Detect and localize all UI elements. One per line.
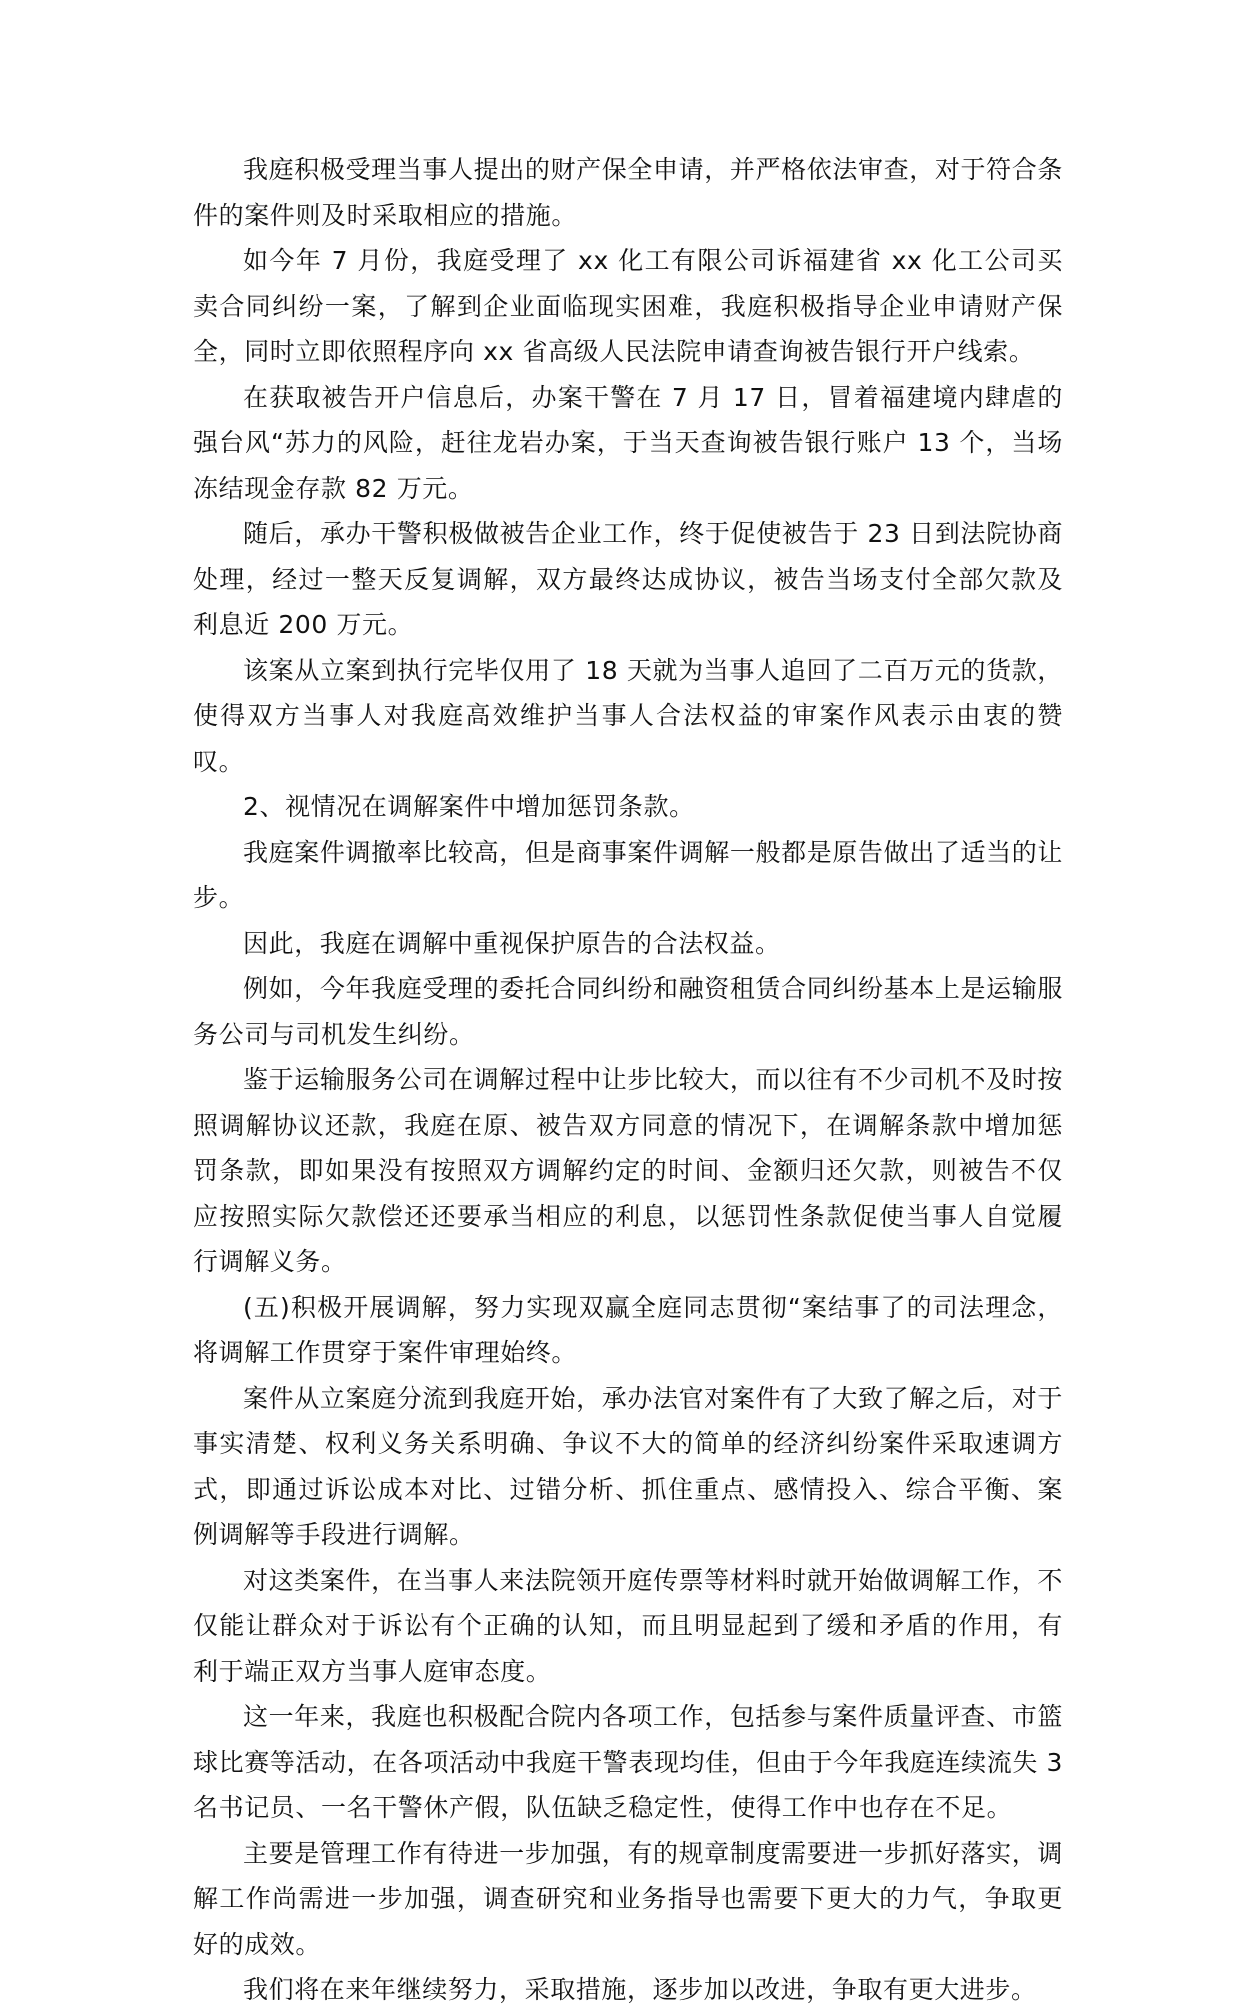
paragraph-3: 在获取被告开户信息后，办案干警在 7 月 17 日，冒着福建境内肆虐的强台风“苏力的风险，赶往龙岩办案，于当天查询被告银行账户 13 个，当场冻结现金存款 82 万元。 <box>193 382 1063 503</box>
paragraph-2: 如今年 7 月份，我庭受理了 xx 化工有限公司诉福建省 xx 化工公司买卖合同纠纷一案，了解到企业面临现实困难，我庭积极指导企业申请财产保全，同时立即依照程序向 xx 省高级人民法院申请查询被告银行开户线索。 <box>193 246 1063 366</box>
paragraph-16: 我们将在来年继续努力，采取措施，逐步加以改进，争取有更大进步。 <box>243 1975 1037 2004</box>
section-heading-2: 2、视情况在调解案件中增加惩罚条款。 <box>243 792 695 821</box>
paragraph-13: 对这类案件，在当事人来法院领开庭传票等材料时就开始做调解工作，不仅能让群众对于诉讼有个正确的认知，而且明显起到了缓和矛盾的作用，有利于端正双方当事人庭审态度。 <box>193 1565 1063 1686</box>
section-heading-5: (五)积极开展调解，努力实现双赢全庭同志贯彻“案结事了的司法理念，将调解工作贯穿于案件审理始终。 <box>193 1292 1063 1367</box>
paragraph-5: 该案从立案到执行完毕仅用了 18 天就为当事人追回了二百万元的货款，使得双方当事人对我庭高效维护当事人合法权益的审案作风表示由衷的赞叹。 <box>193 655 1063 776</box>
paragraph-10: 鉴于运输服务公司在调解过程中让步比较大，而以往有不少司机不及时按照调解协议还款，我庭在原、被告双方同意的情况下，在调解条款中增加惩罚条款，即如果没有按照双方调解约定的时间、金额归还欠款，则被告不仅应按照实际欠款偿还还要承当相应的利息，以惩罚性条款促使当事人自觉履行调解义务。 <box>193 1065 1063 1276</box>
paragraph-4: 随后，承办干警积极做被告企业工作，终于促使被告于 23 日到法院协商处理，经过一整天反复调解，双方最终达成协议，被告当场支付全部欠款及利息近 200 万元。 <box>193 519 1063 639</box>
paragraph-12: 案件从立案庭分流到我庭开始，承办法官对案件有了大致了解之后，对于事实清楚、权利义务关系明确、争议不大的简单的经济纠纷案件采取速调方式，即通过诉讼成本对比、过错分析、抓住重点、感情投入、综合平衡、案例调解等手段进行调解。 <box>193 1383 1063 1549</box>
paragraph-9: 例如，今年我庭受理的委托合同纠纷和融资租赁合同纠纷基本上是运输服务公司与司机发生纠纷。 <box>193 974 1063 1049</box>
document-body <box>193 147 1063 2013</box>
paragraph-1: 我庭积极受理当事人提出的财产保全申请，并严格依法审查，对于符合条件的案件则及时采取相应的措施。 <box>193 155 1063 230</box>
paragraph-14: 这一年来，我庭也积极配合院内各项工作，包括参与案件质量评查、市篮球比赛等活动，在各项活动中我庭干警表现均佳，但由于今年我庭连续流失 3 名书记员、一名干警休产假，队伍缺乏稳定性，使得工作中也存在不足。 <box>193 1702 1063 1822</box>
paragraph-7: 我庭案件调撤率比较高，但是商事案件调解一般都是原告做出了适当的让步。 <box>193 837 1063 912</box>
paragraph-15: 主要是管理工作有待进一步加强，有的规章制度需要进一步抓好落实，调解工作尚需进一步加强，调查研究和业务指导也需要下更大的力气，争取更好的成效。 <box>193 1838 1063 1959</box>
paragraph-8: 因此，我庭在调解中重视保护原告的合法权益。 <box>243 928 781 958</box>
